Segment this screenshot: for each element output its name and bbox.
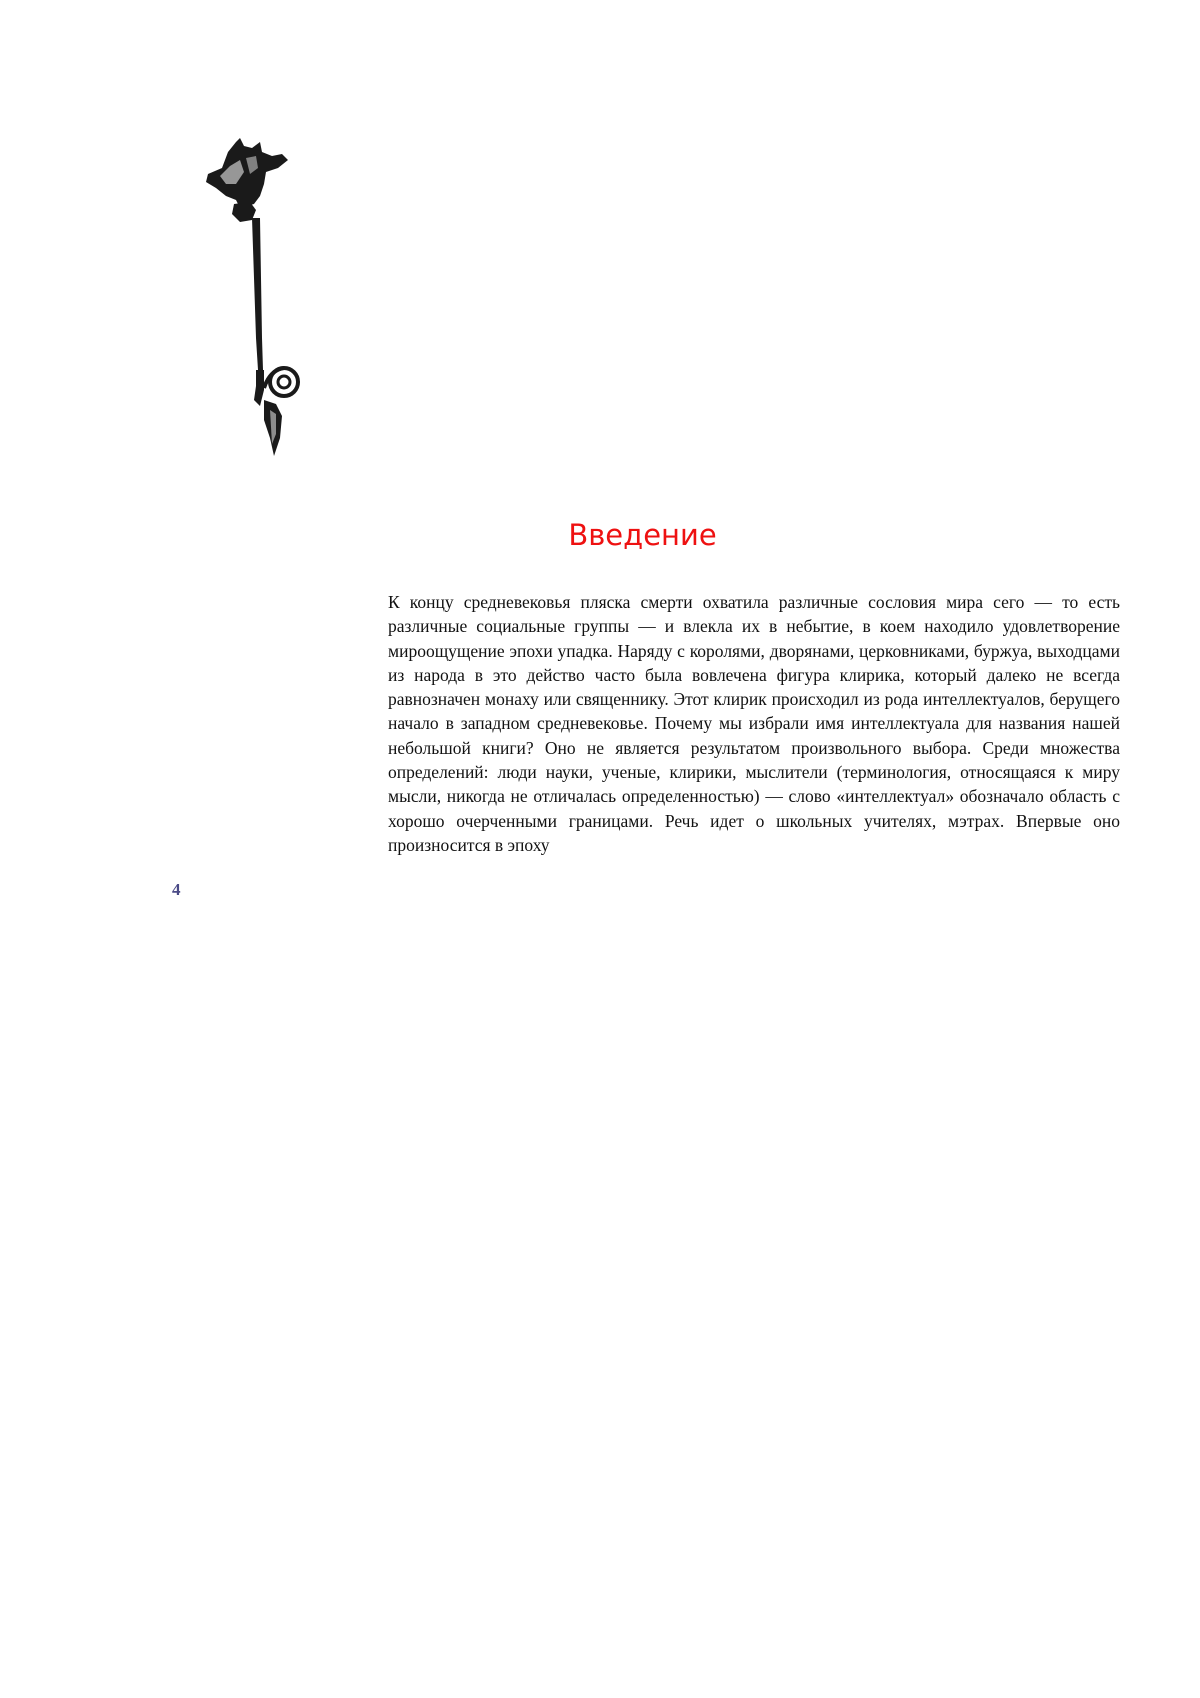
decorative-ornament-icon (200, 138, 315, 458)
body-paragraph: К концу средневековья пляска смерти охватила различные сословия мира сего — то есть различные социальные группы — и влекла их в небытие, в коем находило удовлетворение мироощущение эпохи упадка. Наряду с королями, дворянами, церковниками, буржуа, выходцами из народа в это действо часто была вовлечена фигура клирика, который далеко не всегда равнозначен монаху или священнику. Этот клирик происходил из рода интеллектуалов, берущего начало в западном средневековье. Почему мы избрали имя интеллектуала для названия нашей небольшой книги? Оно не является результатом произвольного выбора. Среди множества определений: люди науки, ученые, клирики, мыслители (терминология, относящаяся к миру мысли, никогда не отличалась определенностью) — слово «интеллектуал» обозначало область с хорошо очерченными границами. Речь идет о школьных учителях, мэтрах. Впервые оно произносится в эпоху (388, 592, 1120, 855)
chapter-title: Введение (568, 518, 717, 552)
page-number: 4 (172, 880, 181, 899)
